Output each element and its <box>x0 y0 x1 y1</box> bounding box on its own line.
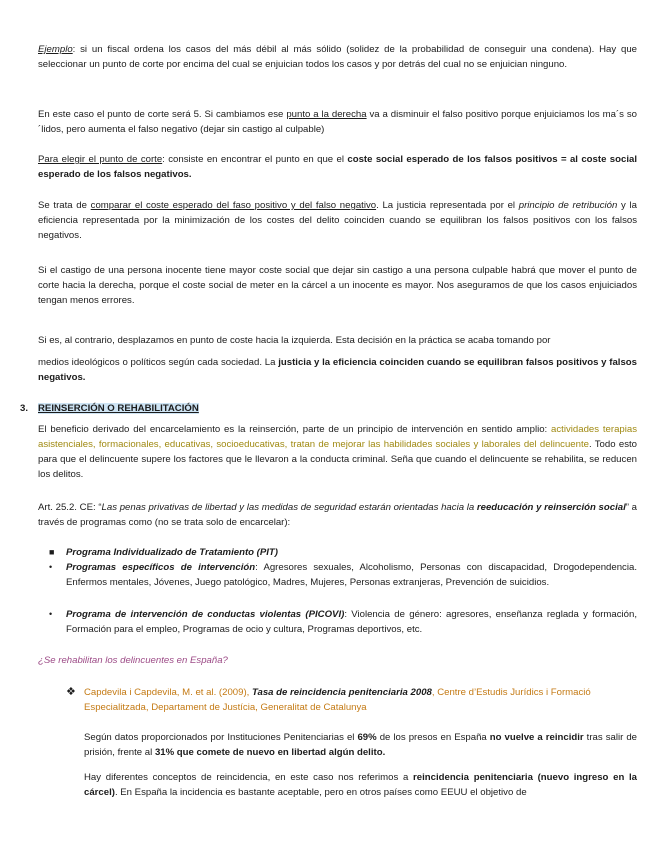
bullet-title: Programas específicos de intervención <box>66 562 256 573</box>
stats-pct-no-reoffend: 69% <box>357 732 377 743</box>
list-item <box>49 545 637 560</box>
compare-italic: principio de retribución <box>518 200 618 211</box>
paragraph-reinsertion <box>38 422 637 482</box>
compare-underlined: comparar el coste esperado del faso positivo y del falso negativo <box>90 200 377 211</box>
paragraph-cut-point <box>38 107 637 137</box>
left-shift-text-b: medios ideológicos o políticos según cada sociedad. La <box>38 357 279 368</box>
cut-point-text-a: En este caso el punto de corte será 5. Si cambiamos ese <box>38 109 287 120</box>
cut-point-text-b: va a disminuir el falso positivo porque enjuiciamos los ma´s so´lidos, pero aumenta el falso negativo (dejar sin castigo al culpable) <box>38 109 637 135</box>
section-heading <box>20 401 199 416</box>
article-text-a: Art. 25.2. CE: “ <box>38 502 102 513</box>
choose-cut-point-text: : consiste en encontrar el punto en que el <box>162 154 348 165</box>
stats-pct-reoffend: 31% <box>154 747 175 758</box>
section-number: 3. <box>20 403 29 414</box>
reinsertion-text-b: . Todo esto para que el delincuente supere los factores que le llevaron a la conducta criminal. Seña que cuando el delincuente se rehabilita, se reducen los delitos. <box>38 439 637 480</box>
recidivism-text-a: Hay diferentes conceptos de reincidencia, en este caso nos referimos a <box>84 772 414 783</box>
example-text: : si un fiscal ordena los casos del más débil al más sólido (solidez de la probabilidad de conseguir una condena). Hay que seleccionar un punto de corte por encima del cual se enjuician todos los casos y por detrás del cual no se enjuician ninguno. <box>38 44 637 70</box>
example-label: Ejemplo <box>38 44 73 55</box>
stats-bold-2: que comete de nuevo en libertad algún delito. <box>174 747 386 758</box>
stats-bold-1: no vuelve a reincidir <box>489 732 584 743</box>
bullet-text: : Violencia de género: agresores, enseñanza reglada y formación, Formación para el empleo, Programas de ocio y cultura, Programas deportivos, etc. <box>66 609 637 635</box>
paragraph-example <box>38 42 637 72</box>
reinsertion-text-a: El beneficio derivado del encarcelamiento es la reinserción, parte de un principio de intervención en sentido amplio: <box>38 424 552 435</box>
article-text-b: ” a través de programas como (no se trata solo de encarcelar): <box>38 502 637 528</box>
stats-text-b: de los presos en España <box>376 732 490 743</box>
innocent-text: Si el castigo de una persona inocente tiene mayor coste social que dejar sin castigo a una persona culpable habrá que mover el punto de corte hacia la derecha, porque el coste social de meter en la cárcel a un inocente es mayor. Nos aseguramos de que los casos enjuiciados tengan menos errores. <box>38 265 637 306</box>
left-shift-bold: justicia y la eficiencia coinciden cuando se equilibran falsos positivos y falsos negativos. <box>38 357 637 383</box>
list-item <box>49 607 637 637</box>
paragraph-innocent-punishment <box>38 263 637 308</box>
reference-publisher: , Centre d’Estudis Jurídics i Formació Especialitzada, Departament de Justícia, Generalitat de Catalunya <box>84 687 591 713</box>
paragraph-compare-cost <box>38 198 637 243</box>
question-heading: ¿Se rehabilitan los delincuentes en España? <box>38 655 228 666</box>
paragraph-choose-cut-point <box>38 152 637 182</box>
paragraph-left-shift-line2 <box>38 355 637 385</box>
paragraph-left-shift-line1 <box>38 333 637 348</box>
reinsertion-activities: actividades terapias asistenciales, formacionales, educativas, socioeducativas, tratan de mejorar las habilidades sociales y laborales del delincuente <box>38 424 638 450</box>
dot-bullet-icon: • <box>49 609 53 619</box>
reference-authors: Capdevila i Capdevila, M. et al. (2009), <box>84 687 252 698</box>
square-bullet-icon: ■ <box>49 547 55 557</box>
cut-point-underlined: punto a la derecha <box>286 109 367 120</box>
bullet-text: : Agresores sexuales, Alcoholismo, Personas con discapacidad, Drogodependencia. Enfermos mentales, Jóvenes, Juego patológico, Madres, Mujeres, Personas extranjeras, Prevención de suicidios. <box>66 562 637 588</box>
paragraph-statistics <box>84 730 637 760</box>
compare-text-c: y la eficiencia representada por la minimización de los costes del delito coinciden cuando se equilibran los falsos positivos con los falsos negativos. <box>38 200 637 241</box>
left-shift-text: Si es, al contrario, desplazamos en punto de coste hacia la izquierda. Esta decisión en la práctica se acaba tomando por <box>38 335 551 346</box>
choose-cut-point-bold: coste social esperado de los falsos positivos = al coste social esperado de los falsos negativos. <box>38 154 637 180</box>
diamond-bullet-icon: ❖ <box>66 686 76 698</box>
reference-citation <box>84 685 637 715</box>
bullet-title: Programa de intervención de conductas violentas (PICOVI) <box>66 609 345 620</box>
bullet-title: Programa Individualizado de Tratamiento (PIT) <box>66 547 278 558</box>
recidivism-bold: reincidencia penitenciaria (nuevo ingreso en la cárcel) <box>84 772 638 798</box>
list-item <box>49 560 637 590</box>
stats-text-a: Según datos proporcionados por Instituciones Penitenciarias el <box>84 732 358 743</box>
paragraph-recidivism <box>84 770 637 800</box>
stats-text-c: tras salir de prisión, frente al <box>84 732 637 758</box>
recidivism-text-b: . En España la incidencia es bastante aceptable, pero en otros países como EEUU el objetivo de <box>114 787 527 798</box>
reference-title: Tasa de reincidencia penitenciaria 2008 <box>251 687 432 698</box>
paragraph-article <box>38 500 637 530</box>
section-title: REINSERCIÓN O REHABILITACIÓN <box>38 403 199 414</box>
compare-text-a: Se trata de <box>38 200 91 211</box>
article-italic: Las penas privativas de libertad y las medidas de seguridad estarán orientadas hacia la <box>101 502 477 513</box>
compare-text-b: . La justicia representada por el <box>376 200 519 211</box>
choose-cut-point-label: Para elegir el punto de corte <box>38 154 163 165</box>
article-bold-italic: reeducación y reinserción social <box>476 502 626 513</box>
dot-bullet-icon: • <box>49 562 53 572</box>
